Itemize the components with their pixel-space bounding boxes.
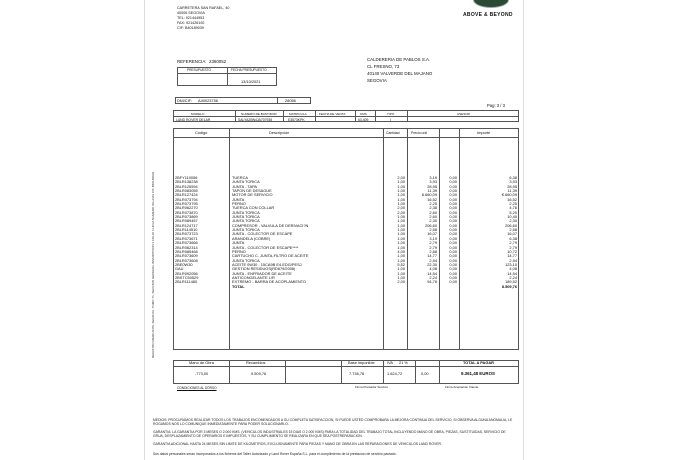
line-description: EXTREMO - BARRA DE ACOPLAMIENTO	[232, 279, 307, 285]
line-unit-price: 3,19	[429, 175, 437, 180]
line-amount: 3,93	[509, 179, 517, 185]
line-discount: 0,00	[449, 192, 457, 198]
line-code: 2BLR073795	[175, 201, 198, 207]
line-discount: 0,00	[449, 196, 457, 202]
vehicle-model: LAND ROVER DELAR	[176, 117, 211, 122]
quantities-column	[383, 176, 405, 289]
line-amount: 8.509,76	[501, 283, 517, 289]
line-description: JUNTA - TAPA	[232, 183, 258, 189]
line-code: 2BLR073870	[175, 209, 198, 215]
line-unit-price: 16,52	[427, 196, 437, 202]
iva-label: IVA	[387, 360, 393, 365]
fine-print-service: MEDIOS: PROCURAMOS REALIZAR TODOS LOS TRABAJOS ENCOMENDADOS A SU COMPLETA SATISFACCION, SI PUEDE USTED COMPROBARA LA MEJORA CONTINUA DEL SERVICIO. SI OBSERVA ALGUNA ANOMALIA, LE ROGAMOS NOS LO COMUNIQUE INMEDIATAMENTE PARA PODER SOLUCIONARLO.	[153, 418, 513, 426]
line-description: JUNTA TORICA	[232, 227, 260, 233]
line-unit-price	[407, 285, 437, 289]
line-discount	[439, 285, 457, 289]
line-description: COMPRESOR - VALVULA DE DERIVACI?N	[232, 222, 309, 228]
labor-label: Mano de Obra	[189, 360, 214, 365]
line-amount: 6,38	[509, 235, 517, 241]
line-unit-price: 3,93	[429, 179, 437, 185]
line-code: 2BE0W30	[175, 261, 193, 267]
extra-value: 0,00	[421, 371, 429, 376]
line-description: JUNTA - COLECTOR DE ESCAPE****	[232, 244, 299, 250]
line-unit-price: 2,94	[429, 257, 437, 263]
line-discount: 0,00	[449, 261, 457, 267]
line-amount: 2,58	[509, 227, 517, 233]
reference-value: 2360052	[209, 59, 227, 64]
line-amount: 2,25	[509, 201, 517, 207]
line-unit-price: 2,24	[429, 274, 437, 280]
vehicle-header-type: TIPO	[387, 111, 395, 116]
line-code: 2BLR062314	[175, 244, 198, 250]
line-amount: 14,77	[507, 253, 517, 259]
vehicle-header-kms: KMS.	[360, 111, 368, 116]
line-description: JUNTA TORICA	[232, 209, 260, 215]
line-quantity: 1,00	[397, 266, 405, 272]
client-address: CALDERERIA DE PABLOS S.A. CL FRESNO, 73 40140 VALVERDE DEL MAJANO SEGOVIA	[367, 57, 433, 83]
line-unit-price: 14,77	[427, 253, 437, 259]
line-amount: 11,39	[507, 188, 517, 194]
line-description: TOTAL	[232, 283, 245, 289]
line-discount: 0,00	[449, 188, 457, 194]
line-unit-price: 94,76	[427, 279, 437, 285]
iva-rate: 21 %	[399, 360, 408, 365]
line-unit-price: 16,07	[427, 231, 437, 237]
line-amount: 206,60	[505, 222, 517, 228]
line-amount: €.660,09	[501, 192, 517, 198]
line-code: 2BLR073723	[175, 231, 198, 237]
line-description: GESTION RESIDUOS(RD679/2006)	[232, 266, 296, 272]
line-code: 2BFY110056	[175, 175, 198, 180]
line-quantity: 1,00	[397, 274, 405, 280]
line-discount: 0,00	[449, 227, 457, 233]
line-code: 2BLR127424	[175, 192, 198, 198]
base-value: 7.736,76	[349, 371, 365, 376]
line-discount: 0,00	[449, 274, 457, 280]
line-discount: 0,00	[449, 179, 457, 185]
line-unit-price: 2,58	[429, 227, 437, 233]
vehicle-header-sale-date: FECHA DE VENTA	[319, 111, 346, 116]
iva-value: 1.624,72	[387, 371, 403, 376]
line-code: 2BLR092056	[175, 270, 198, 276]
line-quantity: 1,00	[397, 214, 405, 220]
line-description: JUNTA	[232, 196, 245, 202]
labor-value: -773,00	[195, 371, 209, 376]
line-discount: 0,00	[449, 209, 457, 215]
lines-header-amount: Importe	[477, 129, 491, 135]
line-description: PERNO	[232, 248, 246, 254]
line-quantity: 2,00	[397, 279, 405, 285]
line-description: TUERCA CON COLLAR	[232, 205, 275, 211]
line-amount: 2,24	[509, 274, 517, 280]
base-label: Base imponible	[348, 360, 375, 365]
line-code	[175, 285, 227, 289]
parts-value: 9.509,76	[251, 371, 267, 376]
line-description: JUNTA TORICA	[232, 257, 260, 263]
budget-date-header: FECHA PRESUPUESTO	[231, 68, 267, 72]
line-quantity: 1,00	[397, 179, 405, 185]
line-quantity: 1,00	[397, 270, 405, 276]
line-quantity: 1,00	[397, 222, 405, 228]
line-discount: 0,00	[449, 218, 457, 224]
line-quantity: 1,00	[397, 244, 405, 250]
line-amount: 10,40	[507, 214, 517, 220]
line-unit-price: 2,38	[429, 205, 437, 211]
line-discount: 0,00	[449, 248, 457, 254]
line-unit-price: 3,19	[429, 235, 437, 241]
line-unit-price: 2,30	[429, 218, 437, 224]
vehicle-header-plate: MATRICULA	[289, 111, 307, 116]
line-description: JUNTA - COLECTOR DE ESCAPE	[232, 231, 293, 237]
vehicle-vin: SALYA2BN4JA707935	[238, 117, 273, 122]
line-unit-price: 2,60	[429, 209, 437, 215]
line-code: 2BLR089457	[175, 218, 198, 224]
line-amount: 2,79	[509, 240, 517, 246]
line-quantity: 1,00	[397, 218, 405, 224]
vehicle-header-advisor: ASESOR	[457, 111, 470, 116]
line-code: 2BLR073609	[175, 253, 198, 259]
signature-workshop: Firma Prestador Servicio	[355, 385, 389, 389]
line-amount: 2,79	[509, 244, 517, 250]
line-quantity: 1,00	[397, 240, 405, 246]
lines-header-quantity: Cantidad	[386, 130, 400, 135]
line-code: 2BLR073671	[175, 235, 198, 241]
line-unit-price: 2,79	[429, 244, 437, 250]
line-discount: 0,00	[449, 183, 457, 189]
line-code: 2BLR125594	[175, 183, 198, 189]
line-unit-price: 206,60	[425, 222, 437, 228]
reference-label: REFERENCIA:	[177, 59, 207, 64]
line-unit-price: 22,30	[427, 261, 437, 267]
dni-code: 28056	[285, 97, 296, 103]
line-quantity: 2,00	[397, 205, 405, 211]
line-description: JUNTA	[232, 240, 245, 246]
line-discount: 0,00	[449, 222, 457, 228]
line-unit-price: 11,39	[427, 188, 437, 194]
lines-header-description: Descripción	[269, 129, 290, 135]
line-code: 2BLR073869	[175, 214, 198, 220]
amounts-column	[459, 176, 517, 289]
line-description: ANTICONGELANTE L/R	[232, 274, 275, 280]
line-discount: 0,00	[449, 201, 457, 207]
line-unit-price: 2,68	[429, 248, 437, 254]
line-code: 2BLR073608	[175, 257, 198, 263]
vehicle-kms: 63.409	[358, 117, 369, 122]
line-discount: 0,00	[449, 253, 457, 259]
line-description: JUNTA TORICA	[232, 179, 260, 185]
discounts-column	[439, 176, 457, 289]
line-discount: 0,00	[449, 235, 457, 241]
line-amount: 123,10	[505, 261, 517, 267]
total-to-pay-label: TOTAL A PAGAR	[463, 360, 494, 365]
line-quantity: 1,00	[397, 196, 405, 202]
line-code: 2BLR138238	[175, 179, 198, 185]
line-discount: 0,00	[449, 244, 457, 250]
fine-print-privacy: Sus datos personales seran incorporados a los ficheros del Taller Autorizado y Land Rover España S.L. para el cumplimiento de la prestacion de servicio pactado.	[153, 452, 397, 456]
line-amount: 14,54	[507, 270, 517, 276]
line-description: TAPON DE DESAGUE	[232, 188, 272, 194]
line-discount: 0,00	[449, 266, 457, 272]
budget-date: 13/10/2021	[241, 79, 261, 84]
dni-label: DNI/CIF:	[177, 97, 193, 103]
line-description: JUNTA TORICA	[232, 218, 260, 224]
line-code: 2BLR083055	[175, 188, 198, 194]
line-discount: 0,00	[449, 214, 457, 220]
line-unit-price: 6.660,09	[421, 192, 437, 198]
line-code: 2BLR073666	[175, 240, 198, 246]
line-discount: 0,00	[449, 279, 457, 285]
line-quantity: 5,52	[397, 261, 405, 267]
line-code: 2BLR114510	[175, 227, 198, 233]
line-amount: 5,20	[509, 209, 517, 215]
line-quantity: 1,00	[397, 183, 405, 189]
line-description: TUERCA	[232, 175, 248, 180]
line-amount: 10,72	[507, 248, 517, 254]
signature-client: Firma Aceptación Cliente	[445, 385, 479, 389]
total-to-pay-value: 9.361,48 EUROS	[461, 371, 495, 376]
line-amount: 4,76	[509, 205, 517, 211]
prices-column	[407, 176, 437, 289]
line-code: GAU	[175, 266, 184, 272]
line-discount: 0,00	[449, 175, 457, 180]
parts-label: Recambios	[246, 360, 266, 365]
line-amount: 4,08	[509, 266, 517, 272]
codes-column	[175, 176, 227, 289]
line-description: ARANDELA (COBRE)	[232, 235, 271, 241]
fine-print-warranty: GARANTIA: LA GARANTIA POR 3 MESES O 2.000 KMS. (VEHICULOS INDUSTRIALES 15 DIAS O 2.000 KMS) PARA LA TOTALIDAD DEL TRABAJO TOTAL INCLUYENDO MANO DE OBRA, PIEZAS, SUSTITUIDAS, SERVICIO DE GRUA, DESPLAZAMIENTO DE OPERARIOS E IMPUESTOS, Y SU CUMPLIMIENTO SE REALIZARA EN QUE SEA POSTREPARACION.	[153, 430, 506, 438]
line-description: CARTUCHO C. JUNTA-FILTRO DE ACEITE	[232, 253, 309, 259]
line-unit-price: 2,79	[429, 240, 437, 246]
line-unit-price: 2,60	[429, 214, 437, 220]
budget-number-header: PRESUPUESTO	[187, 68, 212, 72]
side-registry-note: REGISTRO MERCANTIL SEGOVIA, TOMO 71, SECCION GENERAL INSCRIPCION 2 FOLIO 4 HOJA NUMERO SG-2361 CIF B40189039	[151, 171, 155, 358]
brand-slogan: ABOVE & BEYOND	[463, 12, 513, 18]
fine-print-additional: GARANTIA ADICIONAL HASTA 24 MESES SIN LIMITE DE KILOMETROS, EXCLUSIVAMENTE PARA PIEZAS Y MANO DE OBRA EN LAS REPARACIONES DE VEHICULOS LAND ROVER.	[153, 442, 442, 446]
line-code: 2BLR073794	[175, 196, 198, 202]
dni-value: A40023756	[198, 97, 218, 103]
vehicle-header-model: MODELO	[191, 111, 205, 116]
line-amount: 2,30	[509, 218, 517, 224]
line-unit-price: 4,08	[429, 266, 437, 272]
line-quantity: 4,00	[397, 248, 405, 254]
line-amount: 16,52	[507, 196, 517, 202]
line-quantity: 1,00	[397, 235, 405, 241]
line-code: 2BLR111480	[175, 279, 198, 285]
line-quantity	[383, 285, 405, 289]
line-discount: 0,00	[449, 205, 457, 211]
line-amount: 28,95	[507, 183, 517, 189]
line-amount: 6,38	[509, 175, 517, 180]
line-amount: 16,07	[507, 231, 517, 237]
line-description: JUNTA TORICA	[232, 214, 260, 220]
line-quantity: 1,00	[397, 188, 405, 194]
invoice-sheet	[145, 0, 523, 460]
line-discount: 0,00	[449, 257, 457, 263]
line-discount: 0,00	[449, 270, 457, 276]
company-address: CARRETERA SAN RAFAEL, 40 40006 SEGOVIA TEL: 921444953 FAX: 921426192 CIF: B40189039	[177, 6, 230, 30]
lines-header-unit-price: Precio unit	[411, 130, 428, 135]
line-amount: 2,94	[509, 257, 517, 263]
line-code: 2BLR085468	[175, 248, 198, 254]
line-quantity: 2,00	[397, 175, 405, 180]
line-quantity: 2,00	[397, 209, 405, 215]
line-quantity: 1,00	[397, 201, 405, 207]
line-quantity: 1,00	[397, 227, 405, 233]
line-amount: 189,52	[505, 279, 517, 285]
lines-header-code: Código	[195, 129, 208, 135]
line-code: 2BSTC50529	[175, 274, 199, 280]
line-quantity: 1,00	[397, 257, 405, 263]
line-discount: 0,00	[449, 231, 457, 237]
line-quantity: 1,00	[397, 231, 405, 237]
page-number: Pag: 3 / 3	[487, 103, 505, 108]
conditions-link[interactable]: CONDICIONES AL DORSO	[177, 386, 217, 390]
vehicle-type: I	[390, 117, 391, 122]
line-unit-price: 2,25	[429, 201, 437, 207]
vehicle-header-vin: NUMERO DE BASTIDOR	[241, 111, 277, 116]
line-description: MOTOR DE SERVICIO	[232, 192, 273, 198]
line-code: 2BLR124717	[175, 222, 198, 228]
line-description: ACEITE 0W30 - 15CA9B E4-EDG/PESJ	[232, 261, 302, 267]
line-description: PERNO	[232, 201, 246, 207]
line-code: 2BLR062270	[175, 205, 198, 211]
line-quantity: 1,00	[397, 192, 405, 198]
line-description: JUNTA - ENFRIADOR DE ACEITE	[232, 270, 292, 276]
line-unit-price: 28,95	[427, 183, 437, 189]
descriptions-column	[232, 176, 382, 289]
line-discount: 0,00	[449, 240, 457, 246]
line-quantity: 1,00	[397, 253, 405, 259]
vehicle-plate: E3573KPK	[288, 117, 305, 122]
line-unit-price: 14,54	[427, 270, 437, 276]
